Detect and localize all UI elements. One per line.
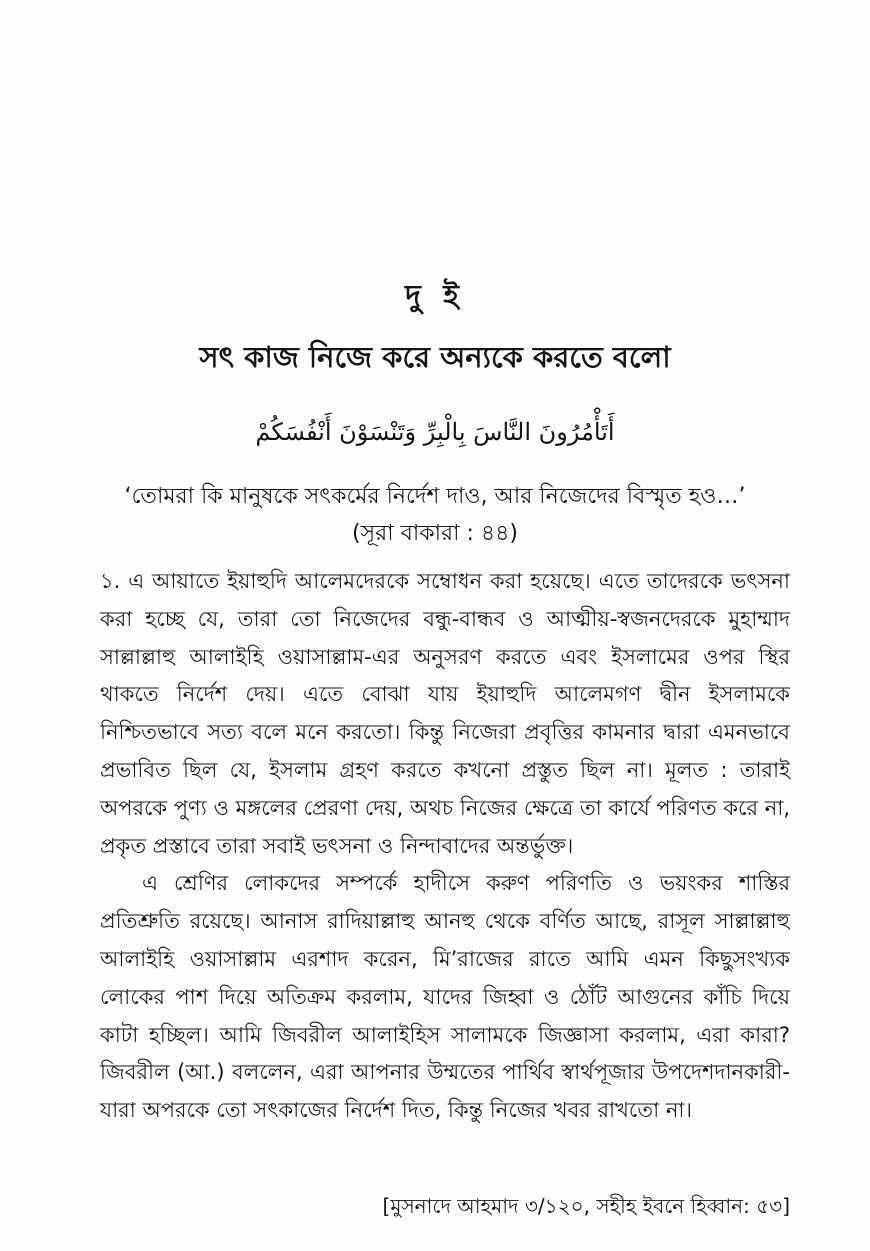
body-text <box>100 563 790 1130</box>
verse-reference: (সূরা বাকারা : ৪৪) <box>352 521 518 546</box>
paragraph-explanation: ১. এ আয়াতে ইয়াহুদি আলেমদেরকে সম্বোধন করা হয়েছে। এতে তাদেরকে ভৎসনা করা হচ্ছে যে, তারা তো নিজেদের বন্ধু-বান্ধব ও আত্মীয়-স্বজনদেরকে মুহাম্মাদ সাল্লাল্লাহু আলাইহি ওয়াসাল্লাম-এর অনুসরণ করতে এবং ইসলামের ওপর স্থির থাকতে নির্দেশ দেয়। এতে বোঝা যায় ইয়াহুদি আলেমগণ দ্বীন ইসলামকে নিশ্চিতভাবে সত্য বলে মনে করতো। কিন্তু নিজেরা প্রবৃত্তির কামনার দ্বারা এমনভাবে প্রভাবিত ছিল যে, ইসলাম গ্রহণ করতে কখনো প্রস্তুত ছিল না। মূলত : তারাই অপরকে পুণ্য ও মঙ্গলের প্রেরণা দেয়, অথচ নিজের ক্ষেত্রে তা কার্যে পরিণত করে না, প্রকৃত প্রস্তাবে তারা সবাই ভৎসনা ও নিন্দাবাদের অন্তর্ভুক্ত। <box>100 569 791 858</box>
hadith-citation: [মুসনাদে আহমাদ ৩/১২০, সহীহ ইবনে হিব্বান: ৫৩] <box>382 1194 790 1218</box>
arabic-verse: أَتَأْمُرُونَ النَّاسَ بِالْبِرِّ وَتَنْسَوْنَ أَنْفُسَكُمْ <box>255 418 615 446</box>
chapter-number: দু ই <box>405 279 465 314</box>
verse-translation: ‘তোমরা কি মানুষকে সৎকর্মের নির্দেশ দাও, আর নিজেদের বিস্মৃত হও…’ <box>124 484 746 509</box>
chapter-title: সৎ কাজ নিজে করে অন্যকে করতে বলো <box>199 340 671 374</box>
paragraph-hadith: এ শ্রেণির লোকদের সম্পর্কে হাদীসে করুণ পরিণতি ও ভয়ংকর শাস্তির প্রতিশ্রুতি রয়েছে। আনাস রাদিয়াল্লাহু আনহু থেকে বর্ণিত আছে, রাসূল সাল্লাল্লাহু আলাইহি ওয়াসাল্লাম এরশাদ করেন, মি’রাজের রাতে আমি এমন কিছুসংখ্যক লোকের পাশ দিয়ে অতিক্রম করলাম, যাদের জিহ্বা ও ঠোঁট আগুনের কাঁচি দিয়ে কাটা হচ্ছিল। আমি জিবরীল আলাইহিস সালামকে জিজ্ঞাসা করলাম, এরা কারা? জিবরীল (আ.) বললেন, এরা আপনার উম্মতের পার্থিব স্বার্থপূজার উপদেশদানকারী- যারা অপরকে তো সৎকাজের নির্দেশ দিত, কিন্তু নিজের খবর রাখতো না। <box>100 871 790 1123</box>
